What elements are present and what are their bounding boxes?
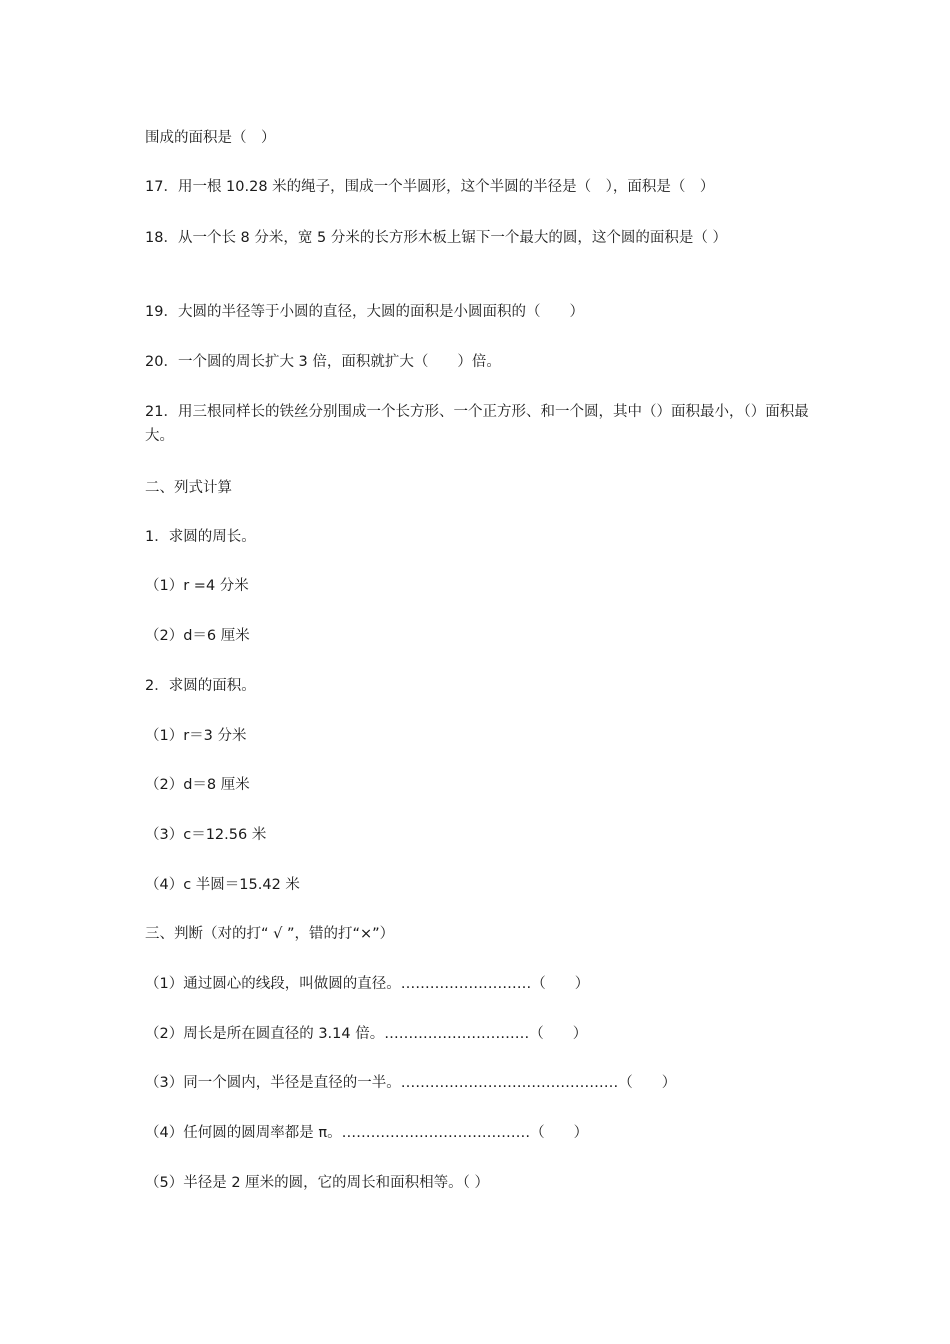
calc-2-item-4: （4）c 半圆＝15.42 米	[145, 877, 300, 893]
calc-2-item-1: （1）r＝3 分米	[145, 728, 247, 744]
question-19: 19．大圆的半径等于小圆的直径，大圆的面积是小圆面积的（ ）	[145, 304, 584, 320]
judge-item-2: （2）周长是所在圆直径的 3.14 倍。…………………………（ ）	[145, 1026, 588, 1042]
judge-item-5: （5）半径是 2 厘米的圆，它的周长和面积相等。（ ）	[145, 1175, 490, 1191]
section-3-heading: 三、判断（对的打“ √ ”，错的打“×”）	[145, 926, 395, 942]
calc-1-item-2: （2）d＝6 厘米	[145, 628, 250, 644]
section-2-heading: 二、列式计算	[145, 480, 232, 496]
calc-2-item-3: （3）c＝12.56 米	[145, 827, 267, 843]
calc-1-item-1: （1）r =4 分米	[145, 578, 249, 594]
question-16-tail: 围成的面积是（ ）	[145, 130, 276, 146]
calc-question-1: 1．求圆的周长。	[145, 529, 256, 545]
question-17: 17．用一根 10.28 米的绳子，围成一个半圆形，这个半圆的半径是（ ），面积是（ ）	[145, 179, 715, 195]
question-20: 20．一个圆的周长扩大 3 倍，面积就扩大（ ）倍。	[145, 354, 501, 370]
judge-item-3: （3）同一个圆内，半径是直径的一半。………………………………………（ ）	[145, 1075, 677, 1091]
question-21: 21．用三根同样长的铁丝分别围成一个长方形、一个正方形、和一个圆，其中（）面积最小，（）面积最大。	[145, 404, 809, 444]
judge-item-4: （4）任何圆的圆周率都是 π。…………………………………（ ）	[145, 1125, 589, 1141]
calc-2-item-2: （2）d＝8 厘米	[145, 777, 250, 793]
calc-question-2: 2．求圆的面积。	[145, 678, 256, 694]
judge-item-1: （1）通过圆心的线段，叫做圆的直径。………………………（ ）	[145, 976, 590, 992]
question-18: 18．从一个长 8 分米，宽 5 分米的长方形木板上锯下一个最大的圆，这个圆的面积是（ ）	[145, 230, 727, 246]
